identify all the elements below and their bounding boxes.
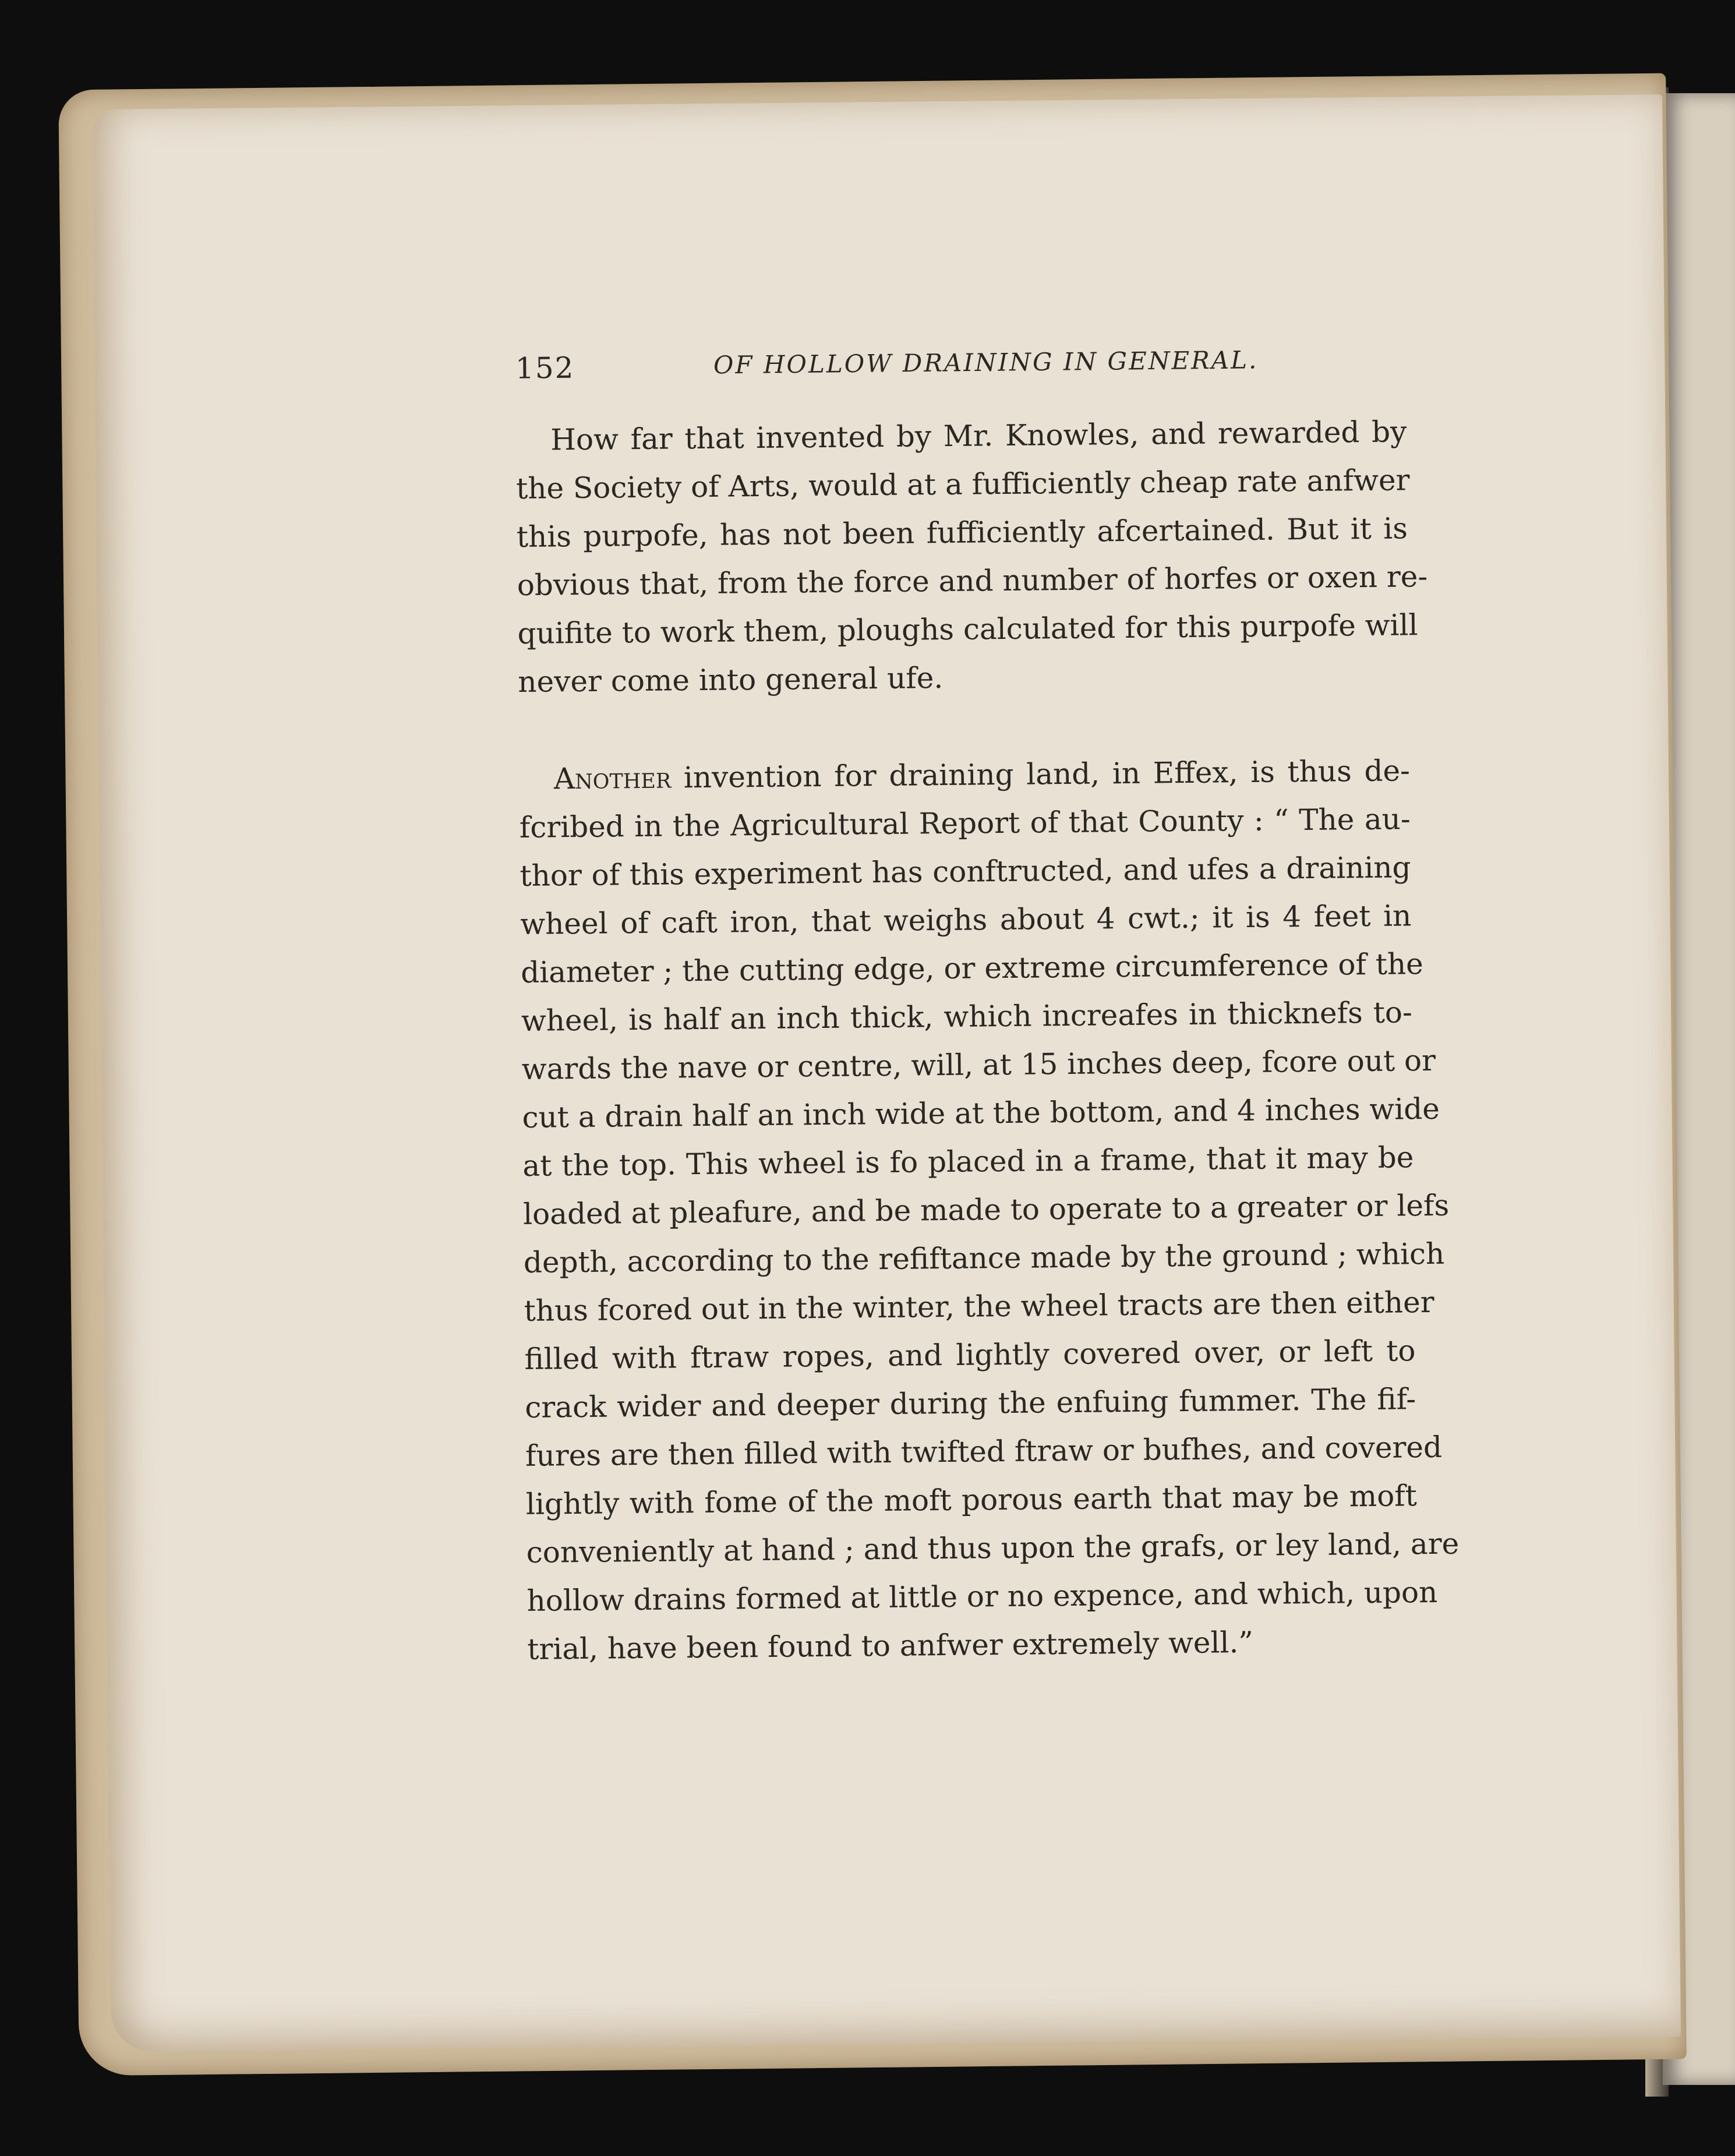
text-line: obvious that, from the force and number of horfes or oxen re- <box>517 559 1428 602</box>
text-line: fcribed in the Agricultural Report of that County : “ The au- <box>519 802 1411 844</box>
body-text <box>515 408 1460 1674</box>
text-line: depth, according to the refiftance made by the ground ; which <box>523 1236 1445 1280</box>
text-line: crack wider and deeper during the enfuing fummer. The fif- <box>525 1382 1416 1425</box>
text-line: at the top. This wheel is fo placed in a frame, that it may be <box>522 1140 1414 1183</box>
text-line: filled with ftraw ropes, and lightly covered over, or left to <box>524 1334 1416 1376</box>
text-line: wards the nave or centre, will, at 15 inches deep, fcore out or <box>521 1043 1436 1086</box>
text-line: fures are then filled with twifted ftraw or bufhes, and covered <box>525 1430 1443 1473</box>
text-line: wheel, is half an inch thick, which increafes in thicknefs to- <box>521 995 1413 1038</box>
text-line: wheel of caft iron, that weighs about 4 cwt.; it is 4 feet in <box>520 899 1412 941</box>
page-header <box>515 340 1259 393</box>
text-line <box>519 747 1411 804</box>
text-line: How far that invented by Mr. Knowles, and rewarded by <box>550 415 1407 457</box>
running-head: OF HOLLOW DRAINING IN GENERAL. <box>713 345 1259 380</box>
text-line: quifite to work them, ploughs calculated for this purpofe will <box>517 608 1418 651</box>
small-caps-opening: Another <box>553 761 672 796</box>
text-line: this purpofe, has not been fufficiently afcertained. But it is <box>516 511 1408 554</box>
paragraph-gap <box>518 698 1410 755</box>
text-line: never come into general ufe. <box>518 660 944 699</box>
text-line: trial, have been found to anfwer extremely well.” <box>527 1625 1254 1666</box>
text-line: the Society of Arts, would at a fufficiently cheap rate anfwer <box>515 463 1410 506</box>
text-line: loaded at pleafure, and be made to operate to a greater or lefs <box>522 1188 1450 1231</box>
text-line: diameter ; the cutting edge, or extreme circumference of the <box>520 947 1423 989</box>
text-line: conveniently at hand ; and thus upon the grafs, or ley land, are <box>526 1526 1460 1570</box>
text-line: hollow drains formed at little or no expence, and which, upon <box>526 1575 1438 1618</box>
text-line: cut a drain half an inch wide at the bottom, and 4 inches wide <box>522 1091 1440 1134</box>
text-line-rest: invention for draining land, in Effex, is thus de- <box>670 754 1411 795</box>
text-line: thor of this experiment has conftructed, and ufes a draining <box>520 850 1411 893</box>
text-line: thus fcored out in the winter, the wheel tracts are then either <box>524 1285 1434 1328</box>
page-number: 152 <box>515 351 575 386</box>
text-line: lightly with fome of the moft porous earth that may be moft <box>525 1479 1418 1521</box>
